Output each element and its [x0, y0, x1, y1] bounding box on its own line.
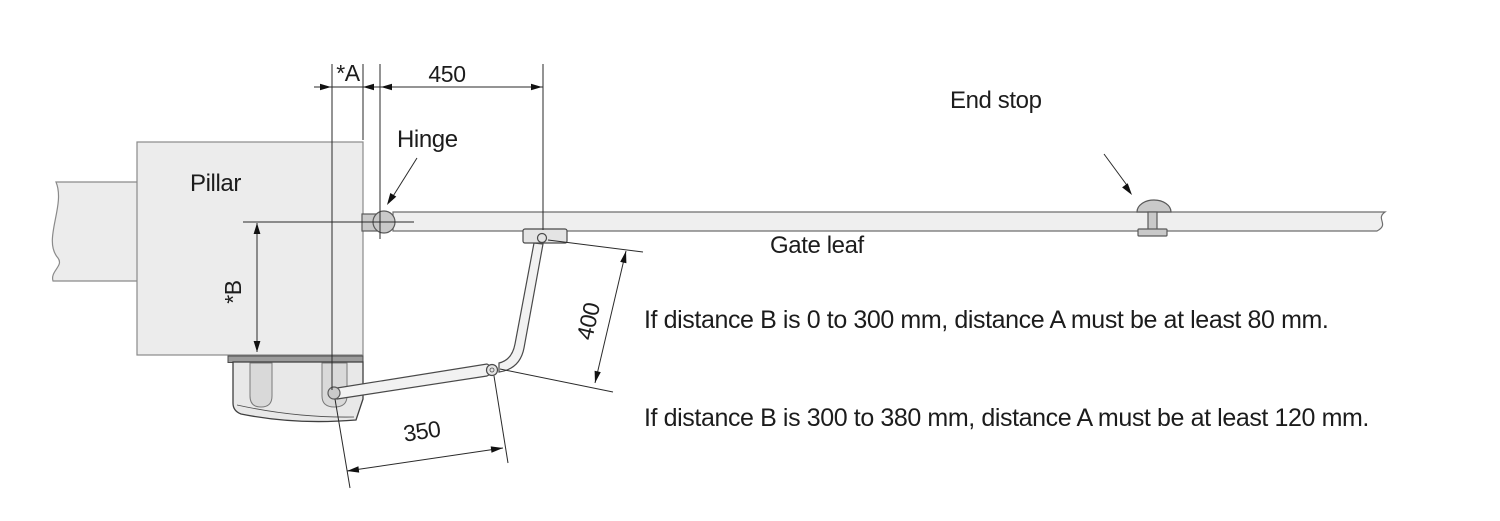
end-stop-base — [1138, 229, 1167, 236]
pillar-shape — [137, 142, 363, 355]
arrow-350-left — [347, 466, 359, 472]
end-stop-pointer-arrow — [1122, 183, 1132, 195]
structure — [52, 142, 1385, 422]
ext-line-400-top — [548, 240, 643, 252]
wall-shape — [52, 182, 138, 281]
hinge-label: Hinge — [397, 126, 458, 153]
arrow-400-top — [620, 251, 626, 263]
arrow-400-bottom — [595, 371, 601, 383]
arrow-a-right — [363, 84, 374, 90]
motor-slot-right — [322, 363, 347, 407]
end-stop-label: End stop — [950, 87, 1042, 114]
note-line-1: If distance B is 0 to 300 mm, distance A must be at least 80 mm. — [644, 306, 1329, 334]
dim-350-label: 350 — [401, 415, 443, 447]
end-stop-dome — [1137, 200, 1171, 212]
motor-slot-left — [250, 363, 272, 407]
motor-pivot — [328, 387, 340, 399]
arrow-450-right — [531, 84, 542, 90]
gate-bracket-pivot — [538, 234, 547, 243]
dim-400-label: 400 — [571, 300, 606, 343]
arrow-350-right — [491, 446, 503, 452]
end-stop-pointer-line — [1104, 154, 1129, 188]
note-line-2: If distance B is 300 to 380 mm, distance A must be at least 120 mm. — [644, 404, 1369, 432]
articulated-arm — [328, 229, 567, 399]
gate-leaf-shape — [393, 212, 1385, 231]
arm-link-curved — [499, 243, 543, 372]
hinge-pointer-arrow — [387, 193, 396, 205]
dim-b-label: *B — [220, 280, 246, 304]
arrow-a-left — [320, 84, 331, 90]
hinge-pointer-line — [390, 158, 417, 201]
dim-a-label: *A — [336, 60, 360, 86]
dim-line-350 — [347, 448, 503, 471]
arm-elbow-joint — [487, 365, 498, 376]
gate-leaf-label: Gate leaf — [770, 232, 864, 259]
arrow-450-left — [381, 84, 392, 90]
pillar-label: Pillar — [190, 170, 241, 197]
end-stop-stem — [1148, 212, 1157, 230]
dim-450-label: 450 — [428, 61, 466, 87]
